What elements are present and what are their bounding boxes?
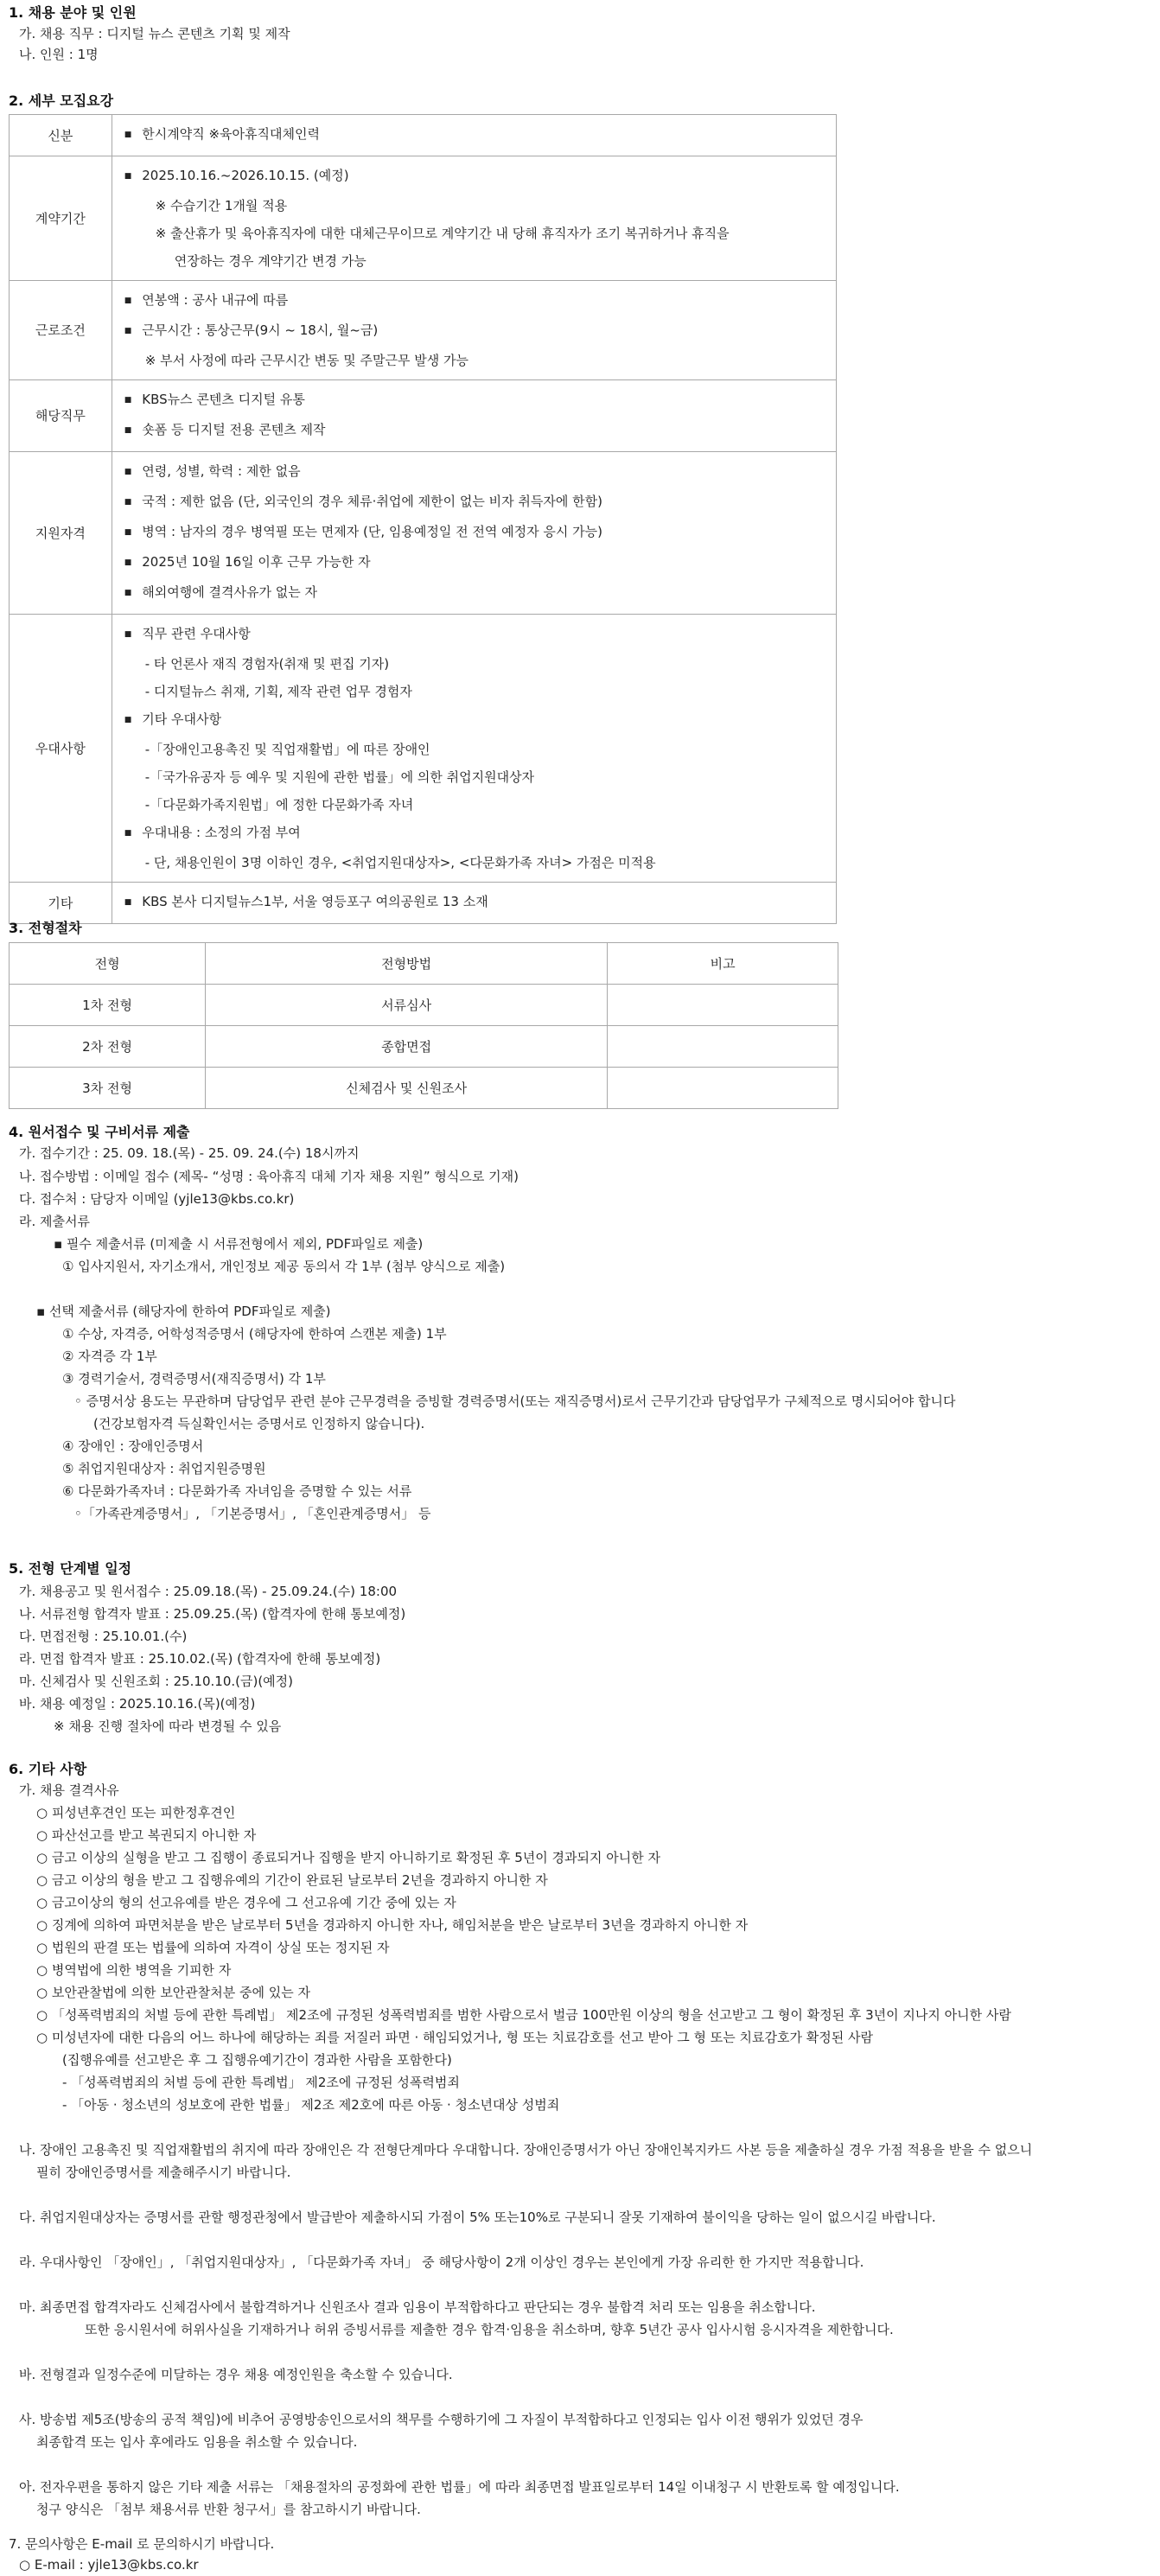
list-item: - 디지털뉴스 취재, 기획, 제작 관련 업무 경험자	[144, 684, 412, 699]
section-4-title: 4. 원서접수 및 구비서류 제출	[9, 1124, 190, 1140]
list-item: ③ 경력기술서, 경력증명서(재직증명서) 각 1부	[62, 1371, 326, 1387]
note-h: 아. 전자우편을 통하지 않은 기타 제출 서류는 「채용절차의 공정화에 관한 법률」에 따라 최종면접 발표일로부터 14일 이내청구 시 반환토록 할 예정입니다.	[19, 2479, 900, 2495]
column-header: 비고	[608, 943, 838, 985]
table-cell: 1차 전형	[10, 985, 206, 1026]
table-cell: 서류심사	[206, 985, 608, 1026]
column-header: 전형	[10, 943, 206, 985]
row-content	[112, 452, 836, 615]
list-item: ◦「가족관계증명서」, 「기본증명서」, 「혼인관계증명서」 등	[74, 1506, 431, 1521]
list-item: - 타 언론사 재직 경험자(취재 및 편집 기자)	[144, 656, 390, 672]
table-cell	[608, 1068, 838, 1109]
list-item: ■ 우대내용 : 소정의 가점 부여	[124, 819, 824, 849]
list-item: ○ 피성년후견인 또는 피한정후견인	[36, 1805, 236, 1820]
note-e: 마. 최종면접 합격자라도 신체검사에서 불합격하거나 신원조사 결과 임용이 부적합하다고 판단되는 경우 불합격 처리 또는 임용을 취소합니다.	[19, 2299, 816, 2315]
list-item: - 「성폭력범죄의 처벌 등에 관한 특례법」 제2조에 규정된 성폭력범죄	[62, 2075, 460, 2090]
row-label: 지원자격	[10, 452, 112, 615]
row-content	[112, 281, 836, 380]
note-f: 바. 전형결과 일정수준에 미달하는 경우 채용 예정인원을 축소할 수 있습니다.	[19, 2367, 453, 2382]
list-item: ※ 수습기간 1개월 적용	[155, 198, 288, 214]
contact-email[interactable]: ○ E-mail : yjle13@kbs.co.kr	[19, 2557, 199, 2573]
schedule-item: 나. 서류전형 합격자 발표 : 25.09.25.(목) (합격자에 한해 통보예정)	[19, 1606, 406, 1622]
list-item: ■ 직무 관련 우대사항	[124, 620, 824, 650]
section-6-title: 6. 기타 사항	[9, 1761, 87, 1777]
application-method: 나. 접수방법 : 이메일 접수 (제목- “성명 : 육아휴직 대체 기자 채용 지원” 형식으로 기재)	[19, 1169, 519, 1184]
schedule-item: 마. 신체검사 및 신원조회 : 25.10.10.(금)(예정)	[19, 1674, 294, 1689]
table-row	[10, 115, 837, 156]
list-item: ○ 보안관찰법에 의한 보안관찰처분 중에 있는 자	[36, 1985, 311, 2000]
list-item: 연장하는 경우 계약기간 변경 가능	[174, 253, 366, 269]
requirements-table	[9, 114, 837, 924]
table-cell	[608, 1026, 838, 1068]
note-e: 또한 응시원서에 허위사실을 기재하거나 허위 증빙서류를 제출한 경우 합격·임용을 취소하며, 향후 5년간 공사 입사시험 응시자격을 제한합니다.	[85, 2322, 894, 2337]
list-item: -「다문화가족지원법」에 정한 다문화가족 자녀	[144, 797, 414, 813]
section-2-title: 2. 세부 모집요강	[9, 92, 114, 109]
row-label: 신분	[10, 115, 112, 156]
table-row	[10, 1026, 838, 1068]
list-item: ※ 출산휴가 및 육아휴직자에 대한 대체근무이므로 계약기간 내 당해 휴직자가 조기 복귀하거나 휴직을	[155, 226, 730, 241]
list-item: - 단, 채용인원이 3명 이하인 경우, <취업지원대상자>, <다문화가족 자녀> 가점은 미적용	[144, 855, 656, 870]
list-item: ■ 병역 : 남자의 경우 병역필 또는 면제자 (단, 임용예정일 전 전역 예정자 응시 가능)	[124, 518, 824, 548]
list-item: ⑤ 취업지원대상자 : 취업지원증명원	[62, 1461, 266, 1476]
required-docs: ▪ 필수 제출서류 (미제출 시 서류전형에서 제외, PDF파일로 제출)	[54, 1236, 424, 1252]
list-item: ※ 부서 사정에 따라 근무시간 변동 및 주말근무 발생 가능	[144, 353, 469, 368]
list-item: ■ 기타 우대사항	[124, 705, 824, 736]
row-content	[112, 615, 836, 883]
process-table	[9, 942, 838, 1109]
note-b: 나. 장애인 고용촉진 및 직업재활법의 취지에 따라 장애인은 각 전형단계마다 우대합니다. 장애인증명서가 아닌 장애인복지카드 사본 등을 제출하실 경우 가점 적용을 받을 수 없으니	[19, 2142, 1033, 2158]
row-label: 기타	[10, 883, 112, 924]
note-b: 필히 장애인증명서를 제출해주시기 바랍니다.	[36, 2165, 291, 2180]
list-item: ◦ 증명서상 용도는 무관하며 담당업무 관련 분야 근무경력을 증빙할 경력증명서(또는 재직증명서)로서 근무기간과 담당업무가 구체적으로 명시되어야 합니다	[74, 1393, 956, 1409]
list-item: ■ 한시계약직 ※육아휴직대체인력	[124, 120, 824, 150]
note-g: 최종합격 또는 입사 후에라도 임용을 취소할 수 있습니다.	[36, 2434, 358, 2450]
table-cell: 2차 전형	[10, 1026, 206, 1068]
list-item: ○ 「성폭력범죄의 처벌 등에 관한 특례법」 제2조에 규정된 성폭력범죄를 범한 사람으로서 벌금 100만원 이상의 형을 선고받고 그 형이 확정된 후 3년이 지나지 아니한 사람	[36, 2007, 1011, 2023]
list-item: ① 수상, 자격증, 어학성적증명서 (해당자에 한하여 스캔본 제출) 1부	[62, 1326, 447, 1342]
note-g: 사. 방송법 제5조(방송의 공적 책임)에 비추어 공영방송인으로서의 책무를 수행하기에 그 자질이 부적합하다고 인정되는 입사 이전 행위가 있었던 경우	[19, 2412, 864, 2427]
list-item: (건강보험자격 득실확인서는 증명서로 인정하지 않습니다).	[93, 1416, 425, 1431]
list-item: ⑥ 다문화가족자녀 : 다문화가족 자녀임을 증명할 수 있는 서류	[62, 1483, 412, 1499]
list-item: ○ 징계에 의하여 파면처분을 받은 날로부터 5년을 경과하지 아니한 자나, 해임처분을 받은 날로부터 3년을 경과하지 아니한 자	[36, 1917, 749, 1933]
table-header-row	[10, 943, 838, 985]
list-item: ○ 금고 이상의 실형을 받고 그 집행이 종료되거나 집행을 받지 아니하기로 확정된 후 5년이 경과되지 아니한 자	[36, 1850, 660, 1865]
table-cell: 3차 전형	[10, 1068, 206, 1109]
list-item: ○ 법원의 판결 또는 법률에 의하여 자격이 상실 또는 정지된 자	[36, 1940, 390, 1955]
list-item: ■ KBS뉴스 콘텐츠 디지털 유통	[124, 386, 824, 416]
schedule-item: 다. 면접전형 : 25.10.01.(수)	[19, 1629, 188, 1644]
table-row	[10, 380, 837, 452]
disqualification-heading: 가. 채용 결격사유	[19, 1782, 119, 1798]
schedule-note: ※ 채용 진행 절차에 따라 변경될 수 있음	[54, 1718, 282, 1734]
application-period: 가. 접수기간 : 25. 09. 18.(목) - 25. 09. 24.(수) 18시까지	[19, 1145, 360, 1161]
section-1-title: 1. 채용 분야 및 인원	[9, 4, 137, 21]
list-item: -「국가유공자 등 예우 및 지원에 관한 법률」에 의한 취업지원대상자	[144, 769, 535, 785]
job-field: 가. 채용 직무 : 디지털 뉴스 콘텐츠 기획 및 제작	[19, 26, 290, 41]
row-content	[112, 115, 836, 156]
list-item: ○ 병역법에 의한 병역을 기피한 자	[36, 1962, 232, 1978]
row-content	[112, 380, 836, 452]
section-7-title: 7. 문의사항은 E-mail 로 문의하시기 바랍니다.	[9, 2536, 275, 2552]
list-item: -「장애인고용촉진 및 직업재활법」에 따른 장애인	[144, 742, 430, 757]
list-item: ■ 2025.10.16.~2026.10.15. (예정)	[124, 162, 824, 192]
table-row	[10, 615, 837, 883]
row-content	[112, 883, 836, 924]
list-item: ■ KBS 본사 디지털뉴스1부, 서울 영등포구 여의공원로 13 소재	[124, 888, 824, 918]
note-h: 청구 양식은 「첨부 채용서류 반환 청구서」를 참고하시기 바랍니다.	[36, 2502, 421, 2517]
note-d: 라. 우대사항인 「장애인」, 「취업지원대상자」, 「다문화가족 자녀」 중 해당사항이 2개 이상인 경우는 본인에게 가장 유리한 한 가지만 적용합니다.	[19, 2254, 864, 2270]
row-content	[112, 156, 836, 281]
row-label: 해당직무	[10, 380, 112, 452]
note-c: 다. 취업지원대상자는 증명서를 관할 행정관청에서 발급받아 제출하시되 가점이 5% 또는10%로 구분되니 잘못 기재하여 불이익을 당하는 일이 없으시길 바랍니다.	[19, 2209, 936, 2225]
optional-docs: ▪ 선택 제출서류 (해당자에 한하여 PDF파일로 제출)	[36, 1304, 331, 1319]
list-item: ■ 숏폼 등 디지털 전용 콘텐츠 제작	[124, 416, 824, 446]
list-item: ■ 해외여행에 결격사유가 없는 자	[124, 578, 824, 609]
list-item: ■ 2025년 10월 16일 이후 근무 가능한 자	[124, 548, 824, 578]
documents-heading: 라. 제출서류	[19, 1214, 90, 1229]
table-cell	[608, 985, 838, 1026]
table-row	[10, 452, 837, 615]
list-item: ○ 금고 이상의 형을 받고 그 집행유예의 기간이 완료된 날로부터 2년을 경과하지 아니한 자	[36, 1872, 548, 1888]
list-item: (집행유예를 선고받은 후 그 집행유예기간이 경과한 사람을 포함한다)	[62, 2052, 452, 2068]
list-item: ■ 연령, 성별, 학력 : 제한 없음	[124, 457, 824, 488]
column-header: 전형방법	[206, 943, 608, 985]
schedule-item: 가. 채용공고 및 원서접수 : 25.09.18.(목) - 25.09.24.(수) 18:00	[19, 1584, 398, 1599]
table-row	[10, 281, 837, 380]
list-item: ② 자격증 각 1부	[62, 1349, 157, 1364]
list-item: ■ 국적 : 제한 없음 (단, 외국인의 경우 체류·취업에 제한이 없는 비자 취득자에 한함)	[124, 488, 824, 518]
list-item: - 「아동 · 청소년의 성보호에 관한 법률」 제2조 제2호에 따른 아동 · 청소년대상 성범죄	[62, 2097, 560, 2113]
row-label: 계약기간	[10, 156, 112, 281]
email-link[interactable]: E-mail : yjle13@kbs.co.kr	[34, 2557, 199, 2573]
section-3-title: 3. 전형절차	[9, 920, 82, 936]
headcount: 나. 인원 : 1명	[19, 47, 99, 62]
table-row	[10, 1068, 838, 1109]
list-item: ○ 파산선고를 받고 복권되지 아니한 자	[36, 1827, 257, 1843]
section-5-title: 5. 전형 단계별 일정	[9, 1560, 132, 1577]
table-row	[10, 883, 837, 924]
table-cell: 종합면접	[206, 1026, 608, 1068]
list-item: ■ 연봉액 : 공사 내규에 따름	[124, 286, 824, 316]
row-label: 근로조건	[10, 281, 112, 380]
application-contact: 다. 접수처 : 담당자 이메일 (yjle13@kbs.co.kr)	[19, 1191, 295, 1207]
table-cell: 신체검사 및 신원조사	[206, 1068, 608, 1109]
list-item: ○ 금고이상의 형의 선고유예를 받은 경우에 그 선고유예 기간 중에 있는 자	[36, 1895, 456, 1910]
schedule-item: 바. 채용 예정일 : 2025.10.16.(목)(예정)	[19, 1696, 256, 1712]
table-row	[10, 985, 838, 1026]
list-item: ④ 장애인 : 장애인증명서	[62, 1438, 204, 1454]
row-label: 우대사항	[10, 615, 112, 883]
list-item: ■ 근무시간 : 통상근무(9시 ~ 18시, 월~금)	[124, 316, 824, 347]
list-item: ○ 미성년자에 대한 다음의 어느 하나에 해당하는 죄를 저질러 파면 · 해임되었거나, 형 또는 치료감호를 선고 받아 그 형 또는 치료감호가 확정된 사람	[36, 2030, 873, 2045]
table-row	[10, 156, 837, 281]
schedule-item: 라. 면접 합격자 발표 : 25.10.02.(목) (합격자에 한해 통보예정)	[19, 1651, 381, 1667]
list-item: ① 입사지원서, 자기소개서, 개인정보 제공 동의서 각 1부 (첨부 양식으로 제출)	[62, 1259, 506, 1274]
